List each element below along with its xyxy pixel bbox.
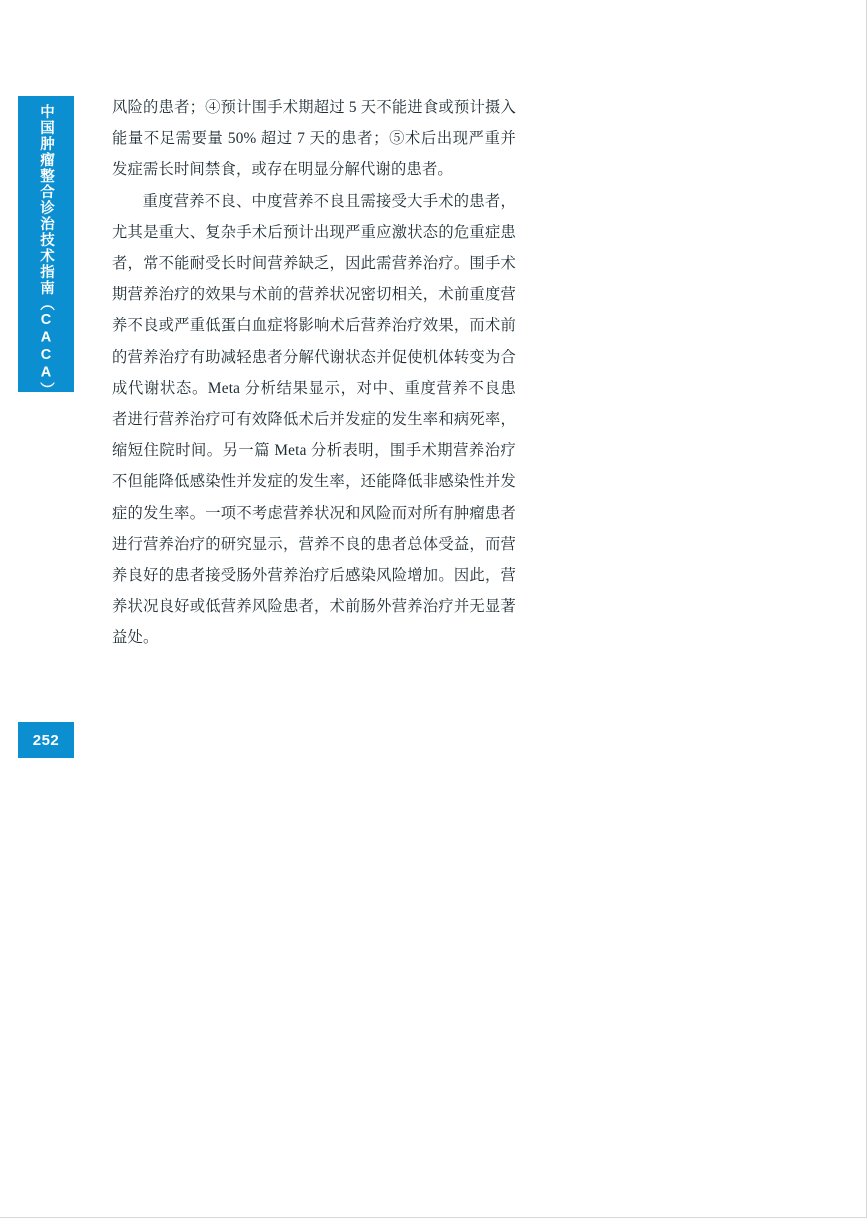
body-text-column: [112, 92, 516, 654]
page-number: 252: [32, 731, 60, 749]
side-tab: [18, 96, 74, 398]
paragraph: 重度营养不良、中度营养不良且需接受大手术的患者，尤其是重大、复杂手术后预计出现严重应激状态的危重症患者，常不能耐受长时间营养缺乏，因此需营养治疗。围手术期营养治疗的效果与术前的营养状况密切相关，术前重度营养不良或严重低蛋白血症将影响术后营养治疗效果，而术前的营养治疗有助减轻患者分解代谢状态并促使机体转变为合成代谢状态。Meta 分析结果显示，对中、重度营养不良患者进行营养治疗可有效降低术后并发症的发生率和病死率，缩短住院时间。另一篇 Meta 分析表明，围手术期营养治疗不但能降低感染性并发症的发生率，还能降低非感染性并发症的发生率。一项不考虑营养状况和风险而对所有肿瘤患者进行营养治疗的研究显示，营养不良的患者总体受益，而营养良好的患者接受肠外营养治疗后感染风险增加。因此，营养状况良好或低营养风险患者，术前肠外营养治疗并无显著益处。: [112, 192, 516, 647]
side-tab-title: 中国肿瘤整合诊治技术指南（CACA）: [38, 104, 54, 398]
page-number-block: [18, 722, 74, 758]
paragraph: 风险的患者；④预计围手术期超过 5 天不能进食或预计摄入能量不足需要量 50% 超过 7 天的患者；⑤术后出现严重并发症需长时间禁食，或存在明显分解代谢的患者。: [112, 99, 516, 179]
